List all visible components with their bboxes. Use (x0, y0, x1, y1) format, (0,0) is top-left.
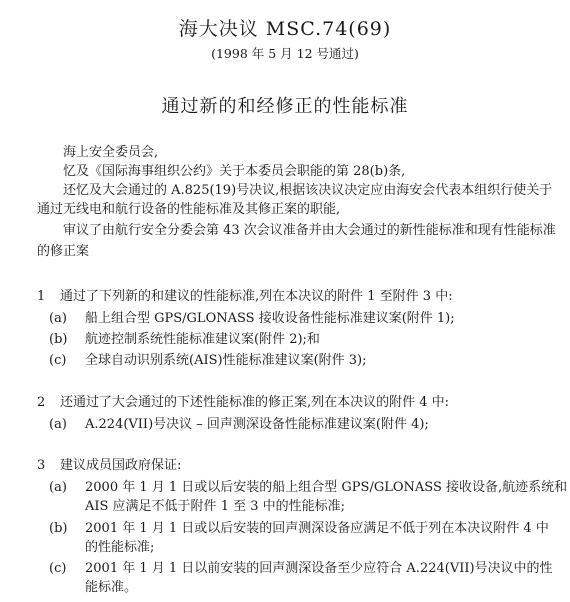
preamble-line: 还忆及大会通过的 A.825(19)号决议,根据该决议决定应由海安会代表本组织行使关于 (63, 183, 553, 198)
preamble-line: 的修正案 (37, 244, 90, 259)
list-item: 航迹控制系统性能标准建议案(附件 2);和 (85, 332, 320, 347)
list-item: 2001 年 1 月 1 日或以后安装的回声测深设备应满足不低于列在本决议附件 4 中 (85, 521, 549, 536)
resolution-title: 海大决议 MSC.74(69) (178, 18, 392, 40)
list-item: 全球自动识别系统(AIS)性能标准建议案(附件 3); (85, 353, 367, 368)
section-number: 3 (37, 458, 46, 473)
section-text: 还通过了大会通过的下述性能标准的修正案,列在本决议的附件 4 中: (60, 395, 450, 410)
list-item-continuation: 能标准。 (85, 580, 138, 595)
preamble-line: 忆及《国际海事组织公约》关于本委员会职能的第 28(b)条, (63, 164, 406, 179)
section-number: 2 (37, 395, 46, 410)
list-item-continuation: AIS 应满足不低于附件 1 至 3 中的性能标准; (85, 499, 346, 514)
preamble-line: 通过无线电和航行设备的性能标准及其修正案的职能, (37, 202, 341, 217)
item-marker: (a) (49, 311, 67, 326)
item-marker: (c) (49, 561, 67, 576)
item-marker: (a) (49, 417, 67, 432)
item-marker: (b) (49, 332, 68, 347)
list-item: 船上组合型 GPS/GLONASS 接收设备性能标准建议案(附件 1); (85, 311, 455, 326)
section-text: 建议成员国政府保证: (60, 458, 182, 473)
adoption-date: (1998 年 5 月 12 号通过) (211, 46, 359, 61)
list-item-continuation: 的性能标准; (85, 540, 155, 555)
section-number: 1 (37, 289, 46, 304)
item-marker: (a) (49, 480, 67, 495)
list-item: 2000 年 1 月 1 日或以后安装的船上组合型 GPS/GLONASS 接收设备,航迹系统和 (85, 480, 568, 495)
item-marker: (c) (49, 353, 67, 368)
list-item: 2001 年 1 月 1 日以前安装的回声测深设备至少应符合 A.224(VII)号决议中的性 (85, 561, 553, 576)
item-marker: (b) (49, 521, 68, 536)
preamble-line: 海上安全委员会, (63, 145, 159, 160)
section-text: 通过了下列新的和建议的性能标准,列在本决议的附件 1 至附件 3 中: (60, 289, 453, 304)
document-heading: 通过新的和经修正的性能标准 (161, 96, 409, 117)
preamble-line: 审议了由航行安全分委会第 43 次会议准备并由大会通过的新性能标准和现有性能标准 (63, 223, 556, 238)
list-item: A.224(VII)号决议 – 回声测深设备性能标准建议案(附件 4); (85, 417, 429, 432)
